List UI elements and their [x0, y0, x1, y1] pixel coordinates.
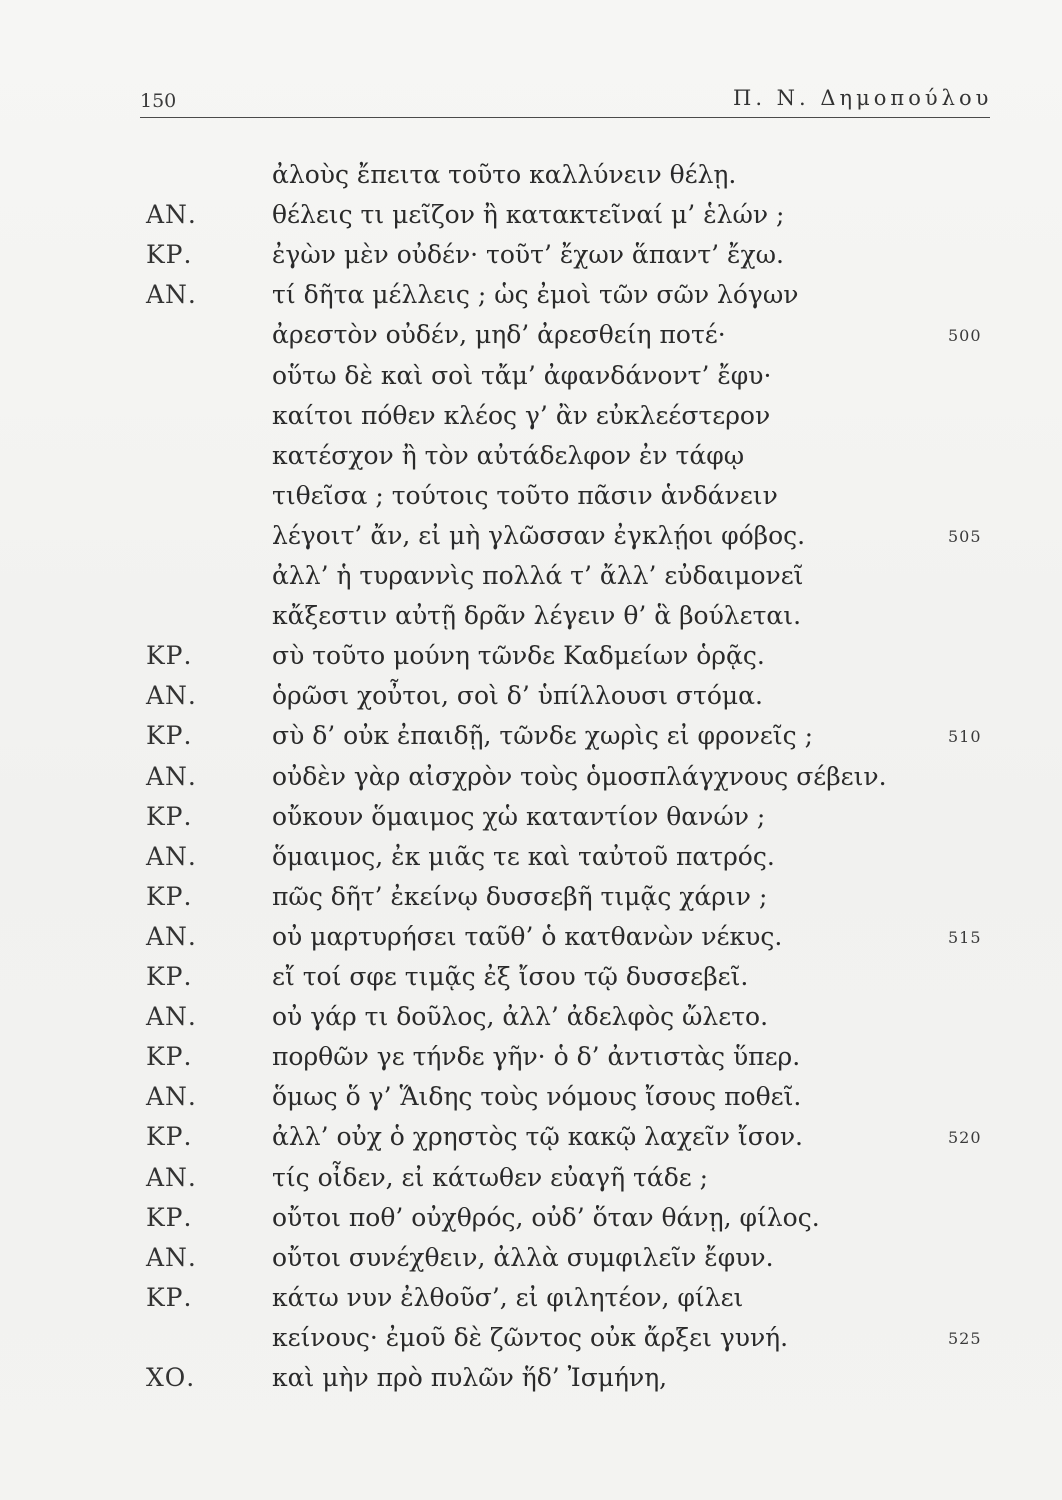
- line-number: 515: [948, 927, 982, 947]
- speaker-label: ΚΡ.: [146, 1122, 193, 1152]
- verse-line: [0, 320, 1062, 360]
- verse-text: οὔτοι συνέχθειν, ἀλλὰ συμφιλεῖν ἔφυν.: [272, 1242, 774, 1272]
- verse-text: σὺ δ’ οὐκ ἐπαιδῇ, τῶνδε χωρὶς εἰ φρονεῖς ;: [272, 721, 814, 751]
- line-number: 520: [948, 1128, 982, 1148]
- verse-line: [0, 601, 1062, 641]
- verse-text: ὁρῶσι χοὖτοι, σοὶ δ’ ὑπίλλουσι στόμα.: [272, 681, 763, 711]
- verse-line: [0, 1122, 1062, 1162]
- page-number: 150: [140, 90, 177, 112]
- line-number: 510: [948, 727, 982, 747]
- verse-line: [0, 762, 1062, 802]
- verse-text: εἴ τοί σφε τιμᾷς ἐξ ἴσου τῷ δυσσεβεῖ.: [272, 962, 749, 991]
- verse-line: [0, 721, 1062, 761]
- verse-text: κἄξεστιν αὐτῇ δρᾶν λέγειν θ’ ἃ βούλεται.: [272, 601, 802, 631]
- verse-line: [0, 521, 1062, 561]
- verse-line: [0, 561, 1062, 601]
- verse-text: τίς οἶδεν, εἰ κάτωθεν εὐαγῆ τάδε ;: [272, 1162, 709, 1192]
- speaker-label: ΑΝ.: [146, 1002, 197, 1032]
- verse-line: [0, 1163, 1062, 1203]
- verse-text: ἀρεστὸν οὐδέν, μηδ’ ἀρεσθείη ποτέ·: [272, 320, 726, 350]
- speaker-label: ΑΝ.: [146, 1162, 197, 1192]
- verse-text: ἐγὼν μὲν οὐδέν· τοῦτ’ ἔχων ἅπαντ’ ἔχω.: [272, 240, 784, 270]
- speaker-label: ΑΝ.: [146, 921, 197, 951]
- speaker-label: ΚΡ.: [146, 1202, 193, 1232]
- speaker-label: ΚΡ.: [146, 1042, 193, 1072]
- speaker-label: ΚΡ.: [146, 240, 193, 270]
- verse-line: [0, 1243, 1062, 1283]
- verse-line: [0, 882, 1062, 922]
- verse-text: λέγοιτ’ ἄν, εἰ μὴ γλῶσσαν ἐγκλῄοι φόβος.: [272, 520, 806, 550]
- verse-text: οὐ μαρτυρήσει ταῦθ’ ὁ κατθανὼν νέκυς.: [272, 921, 783, 951]
- speaker-label: ΑΝ.: [146, 1242, 197, 1272]
- verse-text: οὐ γάρ τι δοῦλος, ἀλλ’ ἀδελφὸς ὤλετο.: [272, 1002, 769, 1032]
- speaker-label: ΚΡ.: [146, 1282, 193, 1312]
- speaker-label: ΑΝ.: [146, 841, 197, 871]
- verse-text: καὶ μὴν πρὸ πυλῶν ἥδ’ Ἰσμήνη,: [272, 1363, 668, 1392]
- line-number: 500: [948, 326, 982, 346]
- verse-text: ἀλοὺς ἔπειτα τοῦτο καλλύνειν θέλῃ.: [272, 160, 737, 189]
- speaker-label: ΑΝ.: [146, 681, 197, 711]
- speaker-label: ΧΟ.: [146, 1363, 196, 1392]
- verse-line: [0, 962, 1062, 1002]
- verse-line: [0, 1082, 1062, 1122]
- speaker-label: ΚΡ.: [146, 641, 193, 671]
- verse-text: ὅμως ὅ γ’ Ἅιδης τοὺς νόμους ἴσους ποθεῖ.: [272, 1082, 802, 1112]
- verse-text: κάτω νυν ἐλθοῦσ’, εἰ φιλητέον, φίλει: [272, 1282, 744, 1312]
- verse-text: πορθῶν γε τήνδε γῆν· ὁ δ’ ἀντιστὰς ὕπερ.: [272, 1042, 801, 1072]
- speaker-label: ΑΝ.: [146, 761, 197, 791]
- verse-line: [0, 842, 1062, 882]
- running-header-author: Π. Ν. Δημοπούλου: [733, 86, 993, 110]
- verse-line: [0, 361, 1062, 401]
- verse-text: θέλεις τι μεῖζον ἢ κατακτεῖναί μ’ ἑλών ;: [272, 200, 785, 230]
- verse-text: οὔτοι ποθ’ οὐχθρός, οὐδ’ ὅταν θάνῃ, φίλος.: [272, 1202, 820, 1232]
- verse-line: [0, 1042, 1062, 1082]
- verse-line: [0, 160, 1062, 200]
- verse-line: [0, 200, 1062, 240]
- verse-text: οὐδὲν γὰρ αἰσχρὸν τοὺς ὁμοσπλάγχνους σέβειν.: [272, 761, 887, 791]
- verse-line: [0, 641, 1062, 681]
- verse-text: οὔκουν ὅμαιμος χὡ καταντίον θανών ;: [272, 801, 766, 831]
- verse-text: ἀλλ’ οὐχ ὁ χρηστὸς τῷ κακῷ λαχεῖν ἴσον.: [272, 1122, 803, 1152]
- verse-text: ἀλλ’ ἡ τυραννὶς πολλά τ’ ἄλλ’ εὐδαιμονεῖ: [272, 561, 804, 590]
- verse-line: [0, 1203, 1062, 1243]
- verse-line: [0, 481, 1062, 521]
- verse-text: κείνους· ἐμοῦ δὲ ζῶντος οὐκ ἄρξει γυνή.: [272, 1322, 789, 1352]
- verse-line: [0, 1363, 1062, 1403]
- verse-line: [0, 441, 1062, 481]
- verse-text: πῶς δῆτ’ ἐκείνῳ δυσσεβῆ τιμᾷς χάριν ;: [272, 881, 768, 911]
- verse-text: σὺ τοῦτο μούνη τῶνδε Καδμείων ὁρᾷς.: [272, 641, 765, 671]
- speaker-label: ΚΡ.: [146, 881, 193, 911]
- verse-line: [0, 1002, 1062, 1042]
- verse-line: [0, 1323, 1062, 1363]
- verse-line: [0, 280, 1062, 320]
- verse-text: ὅμαιμος, ἐκ μιᾶς τε καὶ ταὐτοῦ πατρός.: [272, 841, 775, 871]
- speaker-label: ΑΝ.: [146, 1082, 197, 1112]
- line-number: 525: [948, 1328, 982, 1348]
- verse-text: καίτοι πόθεν κλέος γ’ ἂν εὐκλεέστερον: [272, 400, 771, 430]
- verse-line: [0, 240, 1062, 280]
- verse-line: [0, 681, 1062, 721]
- line-number: 505: [948, 526, 982, 546]
- verse-line: [0, 802, 1062, 842]
- speaker-label: ΚΡ.: [146, 962, 193, 991]
- verse-text: οὕτω δὲ καὶ σοὶ τἄμ’ ἀφανδάνοντ’ ἔφυ·: [272, 360, 772, 390]
- speaker-label: ΚΡ.: [146, 801, 193, 831]
- speaker-label: ΑΝ.: [146, 200, 197, 230]
- verse-text: τιθεῖσα ; τούτοις τοῦτο πᾶσιν ἁνδάνειν: [272, 480, 778, 510]
- speaker-label: ΚΡ.: [146, 721, 193, 751]
- verse-text: κατέσχον ἢ τὸν αὐτάδελφον ἐν τάφῳ: [272, 440, 745, 470]
- verse-text: τί δῆτα μέλλεις ; ὡς ἐμοὶ τῶν σῶν λόγων: [272, 280, 799, 310]
- verse-line: [0, 922, 1062, 962]
- verse-line: [0, 401, 1062, 441]
- verse-line: [0, 1283, 1062, 1323]
- speaker-label: ΑΝ.: [146, 280, 197, 310]
